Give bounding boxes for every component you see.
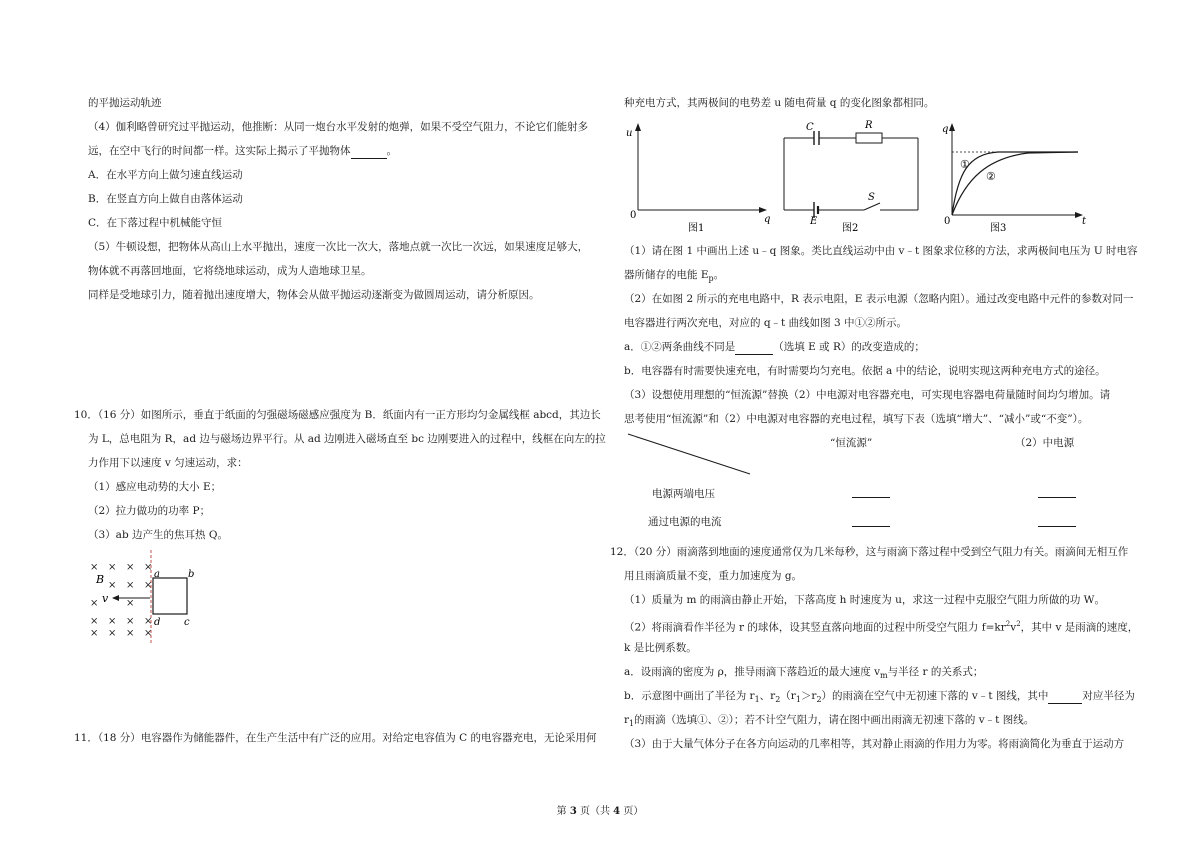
footer-text: 第 xyxy=(556,806,570,817)
option-a: A．在水平方向上做匀速直线运动 xyxy=(88,169,243,181)
problem-12-q2 xyxy=(624,617,1138,635)
square-frame xyxy=(153,578,187,614)
switch xyxy=(864,203,880,210)
problem-10-cont: 为 L，总电阻为 R，ad 边与磁场边界平行。从 ad 边刚进入磁场直至 bc 边刚要进入的过程中，线框在向左的拉 xyxy=(88,433,606,445)
axis-arrow-icon xyxy=(759,207,767,213)
table-header-source: （2）中电源 xyxy=(1015,437,1075,449)
text-span: 、r xyxy=(759,690,776,702)
option-c: C．在下落过程中机械能守恒 xyxy=(88,217,223,229)
text-line: 用且雨滴质量不变，重力加速度为 g。 xyxy=(624,570,803,582)
text-line: （3）设想使用理想的“恒流源”替换（2）中电源对电容器充电，可实现电容器电荷量随时间均匀增加。请 xyxy=(624,389,1111,401)
text-line xyxy=(624,268,724,286)
text-span: r xyxy=(624,714,630,726)
page-number: 3 xyxy=(569,806,577,817)
table-row-current: 通过电源的电流 xyxy=(648,516,722,528)
text-span: a．设雨滴的密度为 ρ，推导雨滴下落趋近的最大速度 v xyxy=(624,666,881,678)
cross-mark: × xyxy=(108,562,117,573)
cross-mark: × xyxy=(126,580,135,591)
text-span: 。 xyxy=(386,145,397,157)
cross-mark: × xyxy=(108,628,117,639)
label-d: d xyxy=(154,617,161,628)
cross-mark: × xyxy=(144,562,153,573)
subscript: 1 xyxy=(754,695,760,705)
question-4-cont xyxy=(88,144,397,159)
problem-10-q3: （3）ab 边产生的焦耳热 Q。 xyxy=(88,529,228,541)
superscript: 2 xyxy=(1005,620,1011,628)
arrow-head-icon xyxy=(112,595,119,601)
text-span: 。 xyxy=(713,269,725,281)
answer-blank xyxy=(1048,689,1082,704)
cross-mark: × xyxy=(144,616,153,627)
text-span: （r xyxy=(780,690,796,702)
text-span: a．①②两条曲线不同是 xyxy=(624,341,736,353)
label-c: c xyxy=(184,617,190,628)
axis-arrow-icon xyxy=(949,123,955,131)
curve-2 xyxy=(952,152,1078,215)
table-diagonal xyxy=(624,430,754,478)
problem-10: 10．（16 分）如图所示，垂直于纸面的匀强磁场磁感应强度为 B．纸面内有一正方形均匀金属线框 abcd，其边长 xyxy=(74,409,601,421)
problem-10-q1: （1）感应电动势的大小 E； xyxy=(88,481,222,493)
text-span: 对应半径为 xyxy=(1082,690,1135,702)
text-span: （选填 E 或 R）的改变造成的； xyxy=(773,341,925,353)
text-line xyxy=(624,713,1034,731)
question-4: （4）伽利略曾研究过平抛运动，他推断：从同一炮台水平发射的炮弹，如果不受空气阻力，不论它们能射多 xyxy=(88,121,589,133)
text-line: （1）请在图 1 中画出上述 u﹣q 图象。类比直线运动中由 v﹣t 图象求位移的方法，求两极间电压为 U 时电容 xyxy=(624,245,1138,257)
text-span: （2）将雨滴看作半径为 r 的球体，设其竖直落向地面的过程中所受空气阻力 f=kr xyxy=(624,621,1006,634)
axis-label-q: q xyxy=(764,214,771,225)
text-line: b．电容器有时需要快速充电，有时需要均匀充电。依据 a 中的结论，说明实现这两种充电方式的途径。 xyxy=(624,365,1106,377)
text-span: 的雨滴（选填①、②）；若不计空气阻力，请在图中画出雨滴无初速下落的 v﹣t 图线。 xyxy=(634,714,1035,726)
figure-1-caption: 图1 xyxy=(688,223,705,233)
diagonal-line xyxy=(628,434,750,474)
problem-12-q3: （3）由于大量气体分子在各方向运动的几率相等，其对静止雨滴的作用力为零。将雨滴简化为垂直于运动方 xyxy=(624,738,1125,750)
cross-mark: × xyxy=(144,628,153,639)
resistor xyxy=(856,133,882,143)
text-span: 器所储存的电能 E xyxy=(624,269,709,281)
answer-blank xyxy=(1038,526,1076,527)
question-5-cont2: 同样是受地球引力，随着抛出速度增大，物体会从做平抛运动逐渐变为做圆周运动，请分析原因。 xyxy=(88,289,540,301)
total-pages: 4 xyxy=(613,806,621,817)
problem-10-cont2: 力作用下以速度 v 匀速运动，求： xyxy=(88,457,248,469)
text-span: 与半径 r 的关系式； xyxy=(887,666,984,678)
question-5: （5）牛顿设想，把物体从高山上水平抛出，速度一次比一次大，落地点就一次比一次远，如果速度足够大， xyxy=(88,241,589,253)
page-footer xyxy=(0,802,1200,817)
subscript: m xyxy=(880,671,888,681)
option-b: B．在竖直方向上做自由落体运动 xyxy=(88,193,243,205)
label-a: a xyxy=(154,569,160,580)
label-r: R xyxy=(865,120,873,131)
cross-mark: × xyxy=(126,598,135,609)
text-span: 远，在空中飞行的时间都一样。这实际上揭示了平抛物体 xyxy=(88,145,351,157)
axis-label-t: t xyxy=(1082,216,1087,227)
answer-blank xyxy=(735,340,773,355)
table-header-const-current: “恒流源” xyxy=(830,437,873,449)
curve-2-label: ② xyxy=(986,170,996,183)
answer-blank xyxy=(1038,497,1076,498)
cross-mark: × xyxy=(126,562,135,573)
text-line: 电容器进行两次充电，对应的 q﹣t 曲线如图 3 中①②所示。 xyxy=(624,317,907,329)
axis-label-u: u xyxy=(626,128,633,139)
cross-mark: × xyxy=(126,628,135,639)
problem-11: 11．（18 分）电容器作为储能器件，在生产生活中有广泛的应用。对给定电容值为 C 的电容器充电，无论采用何 xyxy=(74,732,597,744)
table-row-voltage: 电源两端电压 xyxy=(652,488,715,500)
curve-1 xyxy=(952,152,1078,215)
text-span: ）的雨滴在空气中无初速下落的 v﹣t 图线，其中 xyxy=(821,690,1049,702)
label-v: v xyxy=(102,592,109,605)
subscript: 2 xyxy=(775,695,781,705)
cross-mark: × xyxy=(90,598,99,609)
curve-1-label: ① xyxy=(960,158,970,171)
label-s: S xyxy=(868,192,875,203)
subscript: 1 xyxy=(629,719,635,729)
magnetic-field-figure xyxy=(84,550,214,645)
cross-mark: × xyxy=(108,580,117,591)
text-line: k 是比例系数。 xyxy=(624,642,697,654)
text-span: b．示意图中画出了半径为 r xyxy=(624,690,755,702)
text-line: 种充电方式，其两极间的电势差 u 随电荷量 q 的变化图象都相同。 xyxy=(624,97,935,109)
text-line: 思考使用“恒流源”和（2）中电源对电容器的充电过程，填写下表（选填“增大”、“减小”或“不变”）。 xyxy=(624,413,1089,425)
cross-mark: × xyxy=(90,616,99,627)
footer-text: 页（共 xyxy=(576,806,614,817)
origin-label: 0 xyxy=(944,216,951,227)
text-span: ＞r xyxy=(800,690,817,702)
answer-blank xyxy=(852,497,890,498)
text-line xyxy=(624,340,925,355)
label-b: b xyxy=(188,569,195,580)
answer-blank xyxy=(852,526,890,527)
text-line xyxy=(624,665,983,683)
text-span: ，其中 v 是雨滴的速度， xyxy=(1020,621,1139,634)
cross-mark: × xyxy=(90,628,99,639)
cross-mark: × xyxy=(90,562,99,573)
cross-mark: × xyxy=(144,580,153,591)
text-line: （2）在如图 2 所示的充电电路中，R 表示电阻，E 表示电源（忽略内阻）。通过改变电路中元件的参数对同一 xyxy=(624,293,1134,305)
problem-12: 12．（20 分）雨滴落到地面的速度通常仅为几米每秒，这与雨滴下落过程中受到空气阻力有关。雨滴间无相互作 xyxy=(610,546,1129,558)
figure-1-axes xyxy=(624,118,774,233)
superscript: 2 xyxy=(1016,620,1021,628)
label-e: E xyxy=(810,216,818,227)
problem-12-q1: （1）质量为 m 的雨滴由静止开始，下落高度 h 时速度为 u，求这一过程中克服空气阻力所做的功 W。 xyxy=(624,594,1105,606)
cross-mark: × xyxy=(126,616,135,627)
footer-text: 页） xyxy=(620,806,644,817)
text-line xyxy=(624,689,1135,707)
answer-blank xyxy=(351,144,387,159)
axis-label-q: q xyxy=(942,124,949,135)
text-span: v xyxy=(1010,621,1017,634)
cross-mark: × xyxy=(108,616,117,627)
figure-3-caption: 图3 xyxy=(990,223,1007,233)
subscript: p xyxy=(708,274,714,284)
question-5-cont: 物体就不再落回地面，它将绕地球运动，成为人造地球卫星。 xyxy=(88,265,372,277)
subscript: 2 xyxy=(816,695,822,705)
subscript: 1 xyxy=(795,695,801,705)
label-b-field: B xyxy=(96,573,105,586)
problem-10-q2: （2）拉力做功的功率 P； xyxy=(88,505,211,517)
axis-arrow-icon xyxy=(635,123,641,131)
text-line: 的平抛运动轨迹 xyxy=(88,97,162,109)
origin-label: 0 xyxy=(630,210,637,221)
figure-2-caption: 图2 xyxy=(842,223,859,233)
label-c: C xyxy=(806,122,814,133)
figure-3-graph xyxy=(938,118,1098,233)
figure-2-circuit xyxy=(776,118,936,233)
